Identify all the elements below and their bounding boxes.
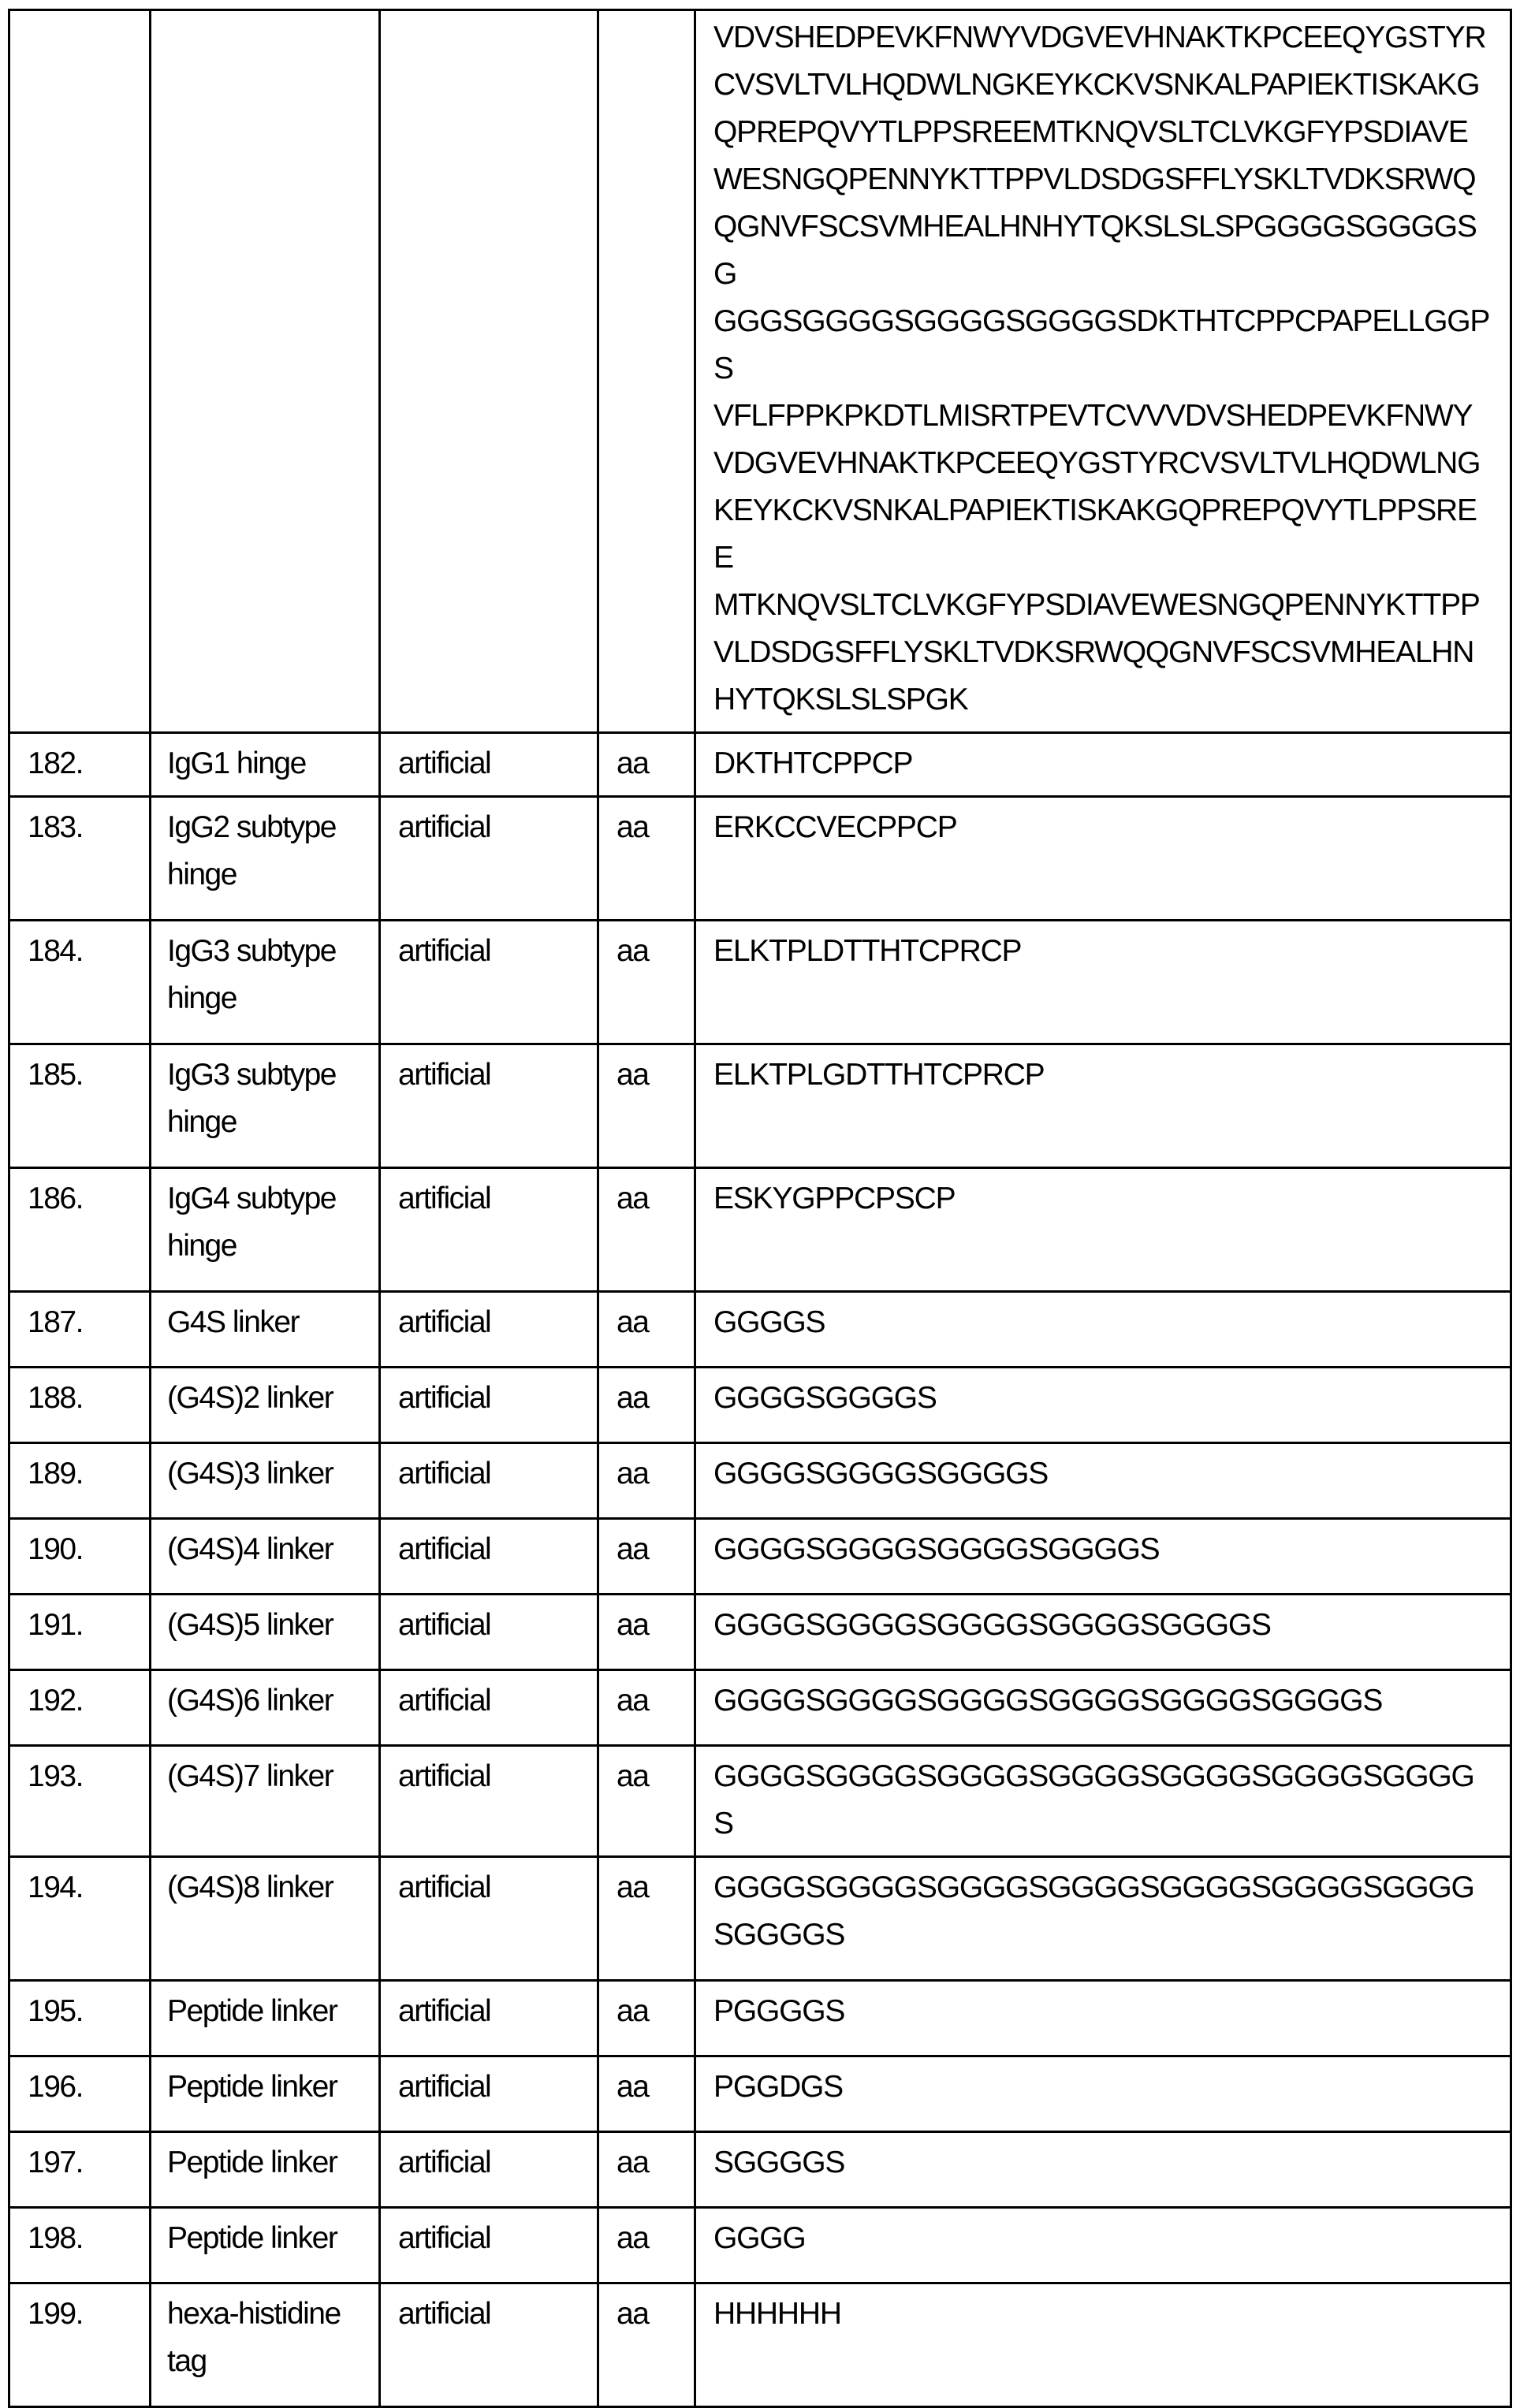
seq-id-cell: 198. — [9, 2208, 151, 2283]
table-row — [9, 1292, 1511, 1368]
seq-name-cell: (G4S)5 linker — [151, 1595, 380, 1670]
seq-type-cell: aa — [598, 2283, 695, 2407]
seq-name-cell: IgG3 subtype hinge — [151, 1044, 380, 1168]
organism-cell: artificial — [380, 1746, 598, 1857]
organism-cell: artificial — [380, 1168, 598, 1292]
organism-cell: artificial — [380, 2208, 598, 2283]
organism-cell: artificial — [380, 1292, 598, 1368]
sequence-line: QPREPQVYTLPPSREEMTKNQVSLTCLVKGFYPSDIAVE — [713, 115, 1468, 149]
sequence-cell: GGGGSGGGGSGGGGSGGGGS — [695, 1519, 1511, 1595]
seq-id-cell: 187. — [9, 1292, 151, 1368]
seq-id-cell: 192. — [9, 1670, 151, 1746]
table-row — [9, 1519, 1511, 1595]
seq-id-cell: 194. — [9, 1857, 151, 1981]
sequence-cell: PGGGGS — [695, 1981, 1511, 2056]
seq-name-cell: Peptide linker — [151, 2056, 380, 2132]
seq-name-cell — [151, 10, 380, 733]
table-row — [9, 1981, 1511, 2056]
sequence-line: VLDSDGSFFLYSKLTVDKSRWQQGNVFSCSVMHEALHN — [713, 635, 1474, 669]
seq-type-cell: aa — [598, 1857, 695, 1981]
table-row — [9, 2283, 1511, 2407]
seq-name-cell: Peptide linker — [151, 2132, 380, 2208]
seq-type-cell: aa — [598, 797, 695, 921]
seq-name-cell: Peptide linker — [151, 1981, 380, 2056]
seq-id-cell: 191. — [9, 1595, 151, 1670]
seq-id-cell: 196. — [9, 2056, 151, 2132]
seq-type-cell: aa — [598, 1519, 695, 1595]
seq-type-cell: aa — [598, 1044, 695, 1168]
table-row — [9, 1368, 1511, 1443]
organism-cell: artificial — [380, 1670, 598, 1746]
table-row-continuation — [9, 10, 1511, 733]
table-row — [9, 2056, 1511, 2132]
organism-cell: artificial — [380, 1857, 598, 1981]
seq-type-cell: aa — [598, 2132, 695, 2208]
table-row — [9, 2208, 1511, 2283]
table-row — [9, 1168, 1511, 1292]
sequence-cell: GGGGSGGGGS — [695, 1368, 1511, 1443]
sequence-cell: GGGGSGGGGSGGGGS — [695, 1443, 1511, 1519]
seq-id-cell: 199. — [9, 2283, 151, 2407]
seq-type-cell: aa — [598, 1168, 695, 1292]
seq-id-cell: 195. — [9, 1981, 151, 2056]
seq-name-cell: IgG1 hinge — [151, 733, 380, 797]
table-row — [9, 1595, 1511, 1670]
sequence-line: VFLFPPKPKDTLMISRTPEVTCVVVDVSHEDPEVKFNWY — [713, 399, 1473, 433]
seq-id-cell: 182. — [9, 733, 151, 797]
seq-type-cell: aa — [598, 1368, 695, 1443]
table-row — [9, 733, 1511, 797]
seq-name-cell: G4S linker — [151, 1292, 380, 1368]
seq-name-cell: Peptide linker — [151, 2208, 380, 2283]
seq-type-cell: aa — [598, 1981, 695, 2056]
seq-type-cell: aa — [598, 2208, 695, 2283]
sequence-line: HYTQKSLSLSPGK — [713, 683, 968, 716]
table-row — [9, 1670, 1511, 1746]
sequence-cell: HHHHHH — [695, 2283, 1511, 2407]
sequence-cell: GGGGSGGGGSGGGGSGGGGSGGGGS — [695, 1595, 1511, 1670]
seq-type-cell: aa — [598, 733, 695, 797]
table-row — [9, 797, 1511, 921]
sequence-listing-table — [8, 9, 1512, 2408]
organism-cell: artificial — [380, 1044, 598, 1168]
seq-name-cell: (G4S)6 linker — [151, 1670, 380, 1746]
organism-cell: artificial — [380, 1443, 598, 1519]
organism-cell: artificial — [380, 797, 598, 921]
seq-name-cell: hexa-histidine tag — [151, 2283, 380, 2407]
sequence-cell: GGGGS — [695, 1292, 1511, 1368]
sequence-line: WESNGQPENNYKTTPPVLDSDGSFFLYSKLTVDKSRWQ — [713, 162, 1476, 196]
seq-id-cell: 190. — [9, 1519, 151, 1595]
seq-name-cell: (G4S)4 linker — [151, 1519, 380, 1595]
sequence-cell: ESKYGPPCPSCP — [695, 1168, 1511, 1292]
organism-cell: artificial — [380, 1981, 598, 2056]
table-row — [9, 2132, 1511, 2208]
seq-id-cell: 185. — [9, 1044, 151, 1168]
sequence-line: QGNVFSCSVMHEALHNHYTQKSLSLSPGGGGSGGGGSG — [713, 210, 1477, 291]
seq-name-cell: (G4S)8 linker — [151, 1857, 380, 1981]
organism-cell: artificial — [380, 2283, 598, 2407]
sequence-cell: DKTHTCPPCP — [695, 733, 1511, 797]
organism-cell: artificial — [380, 1368, 598, 1443]
organism-cell: artificial — [380, 921, 598, 1044]
organism-cell: artificial — [380, 1519, 598, 1595]
seq-type-cell: aa — [598, 2056, 695, 2132]
organism-cell: artificial — [380, 733, 598, 797]
seq-type-cell: aa — [598, 1292, 695, 1368]
sequence-line: GGGSGGGGSGGGGSGGGGSDKTHTCPPCPAPELLGGPS — [713, 304, 1490, 385]
seq-name-cell: IgG3 subtype hinge — [151, 921, 380, 1044]
sequence-cell: GGGGSGGGGSGGGGSGGGGSGGGGSGGGGSGGGGSGGGGS — [695, 1857, 1511, 1981]
sequence-cell: GGGGSGGGGSGGGGSGGGGSGGGGSGGGGSGGGGS — [695, 1746, 1511, 1857]
seq-id-cell: 189. — [9, 1443, 151, 1519]
sequence-line: VDGVEVHNAKTKPCEEQYGSTYRCVSVLTVLHQDWLNG — [713, 446, 1481, 480]
seq-type-cell: aa — [598, 1670, 695, 1746]
sequence-line: KEYKCKVSNKALPAPIEKTISKAKGQPREPQVYTLPPSREE — [713, 493, 1477, 575]
table-row — [9, 1857, 1511, 1981]
table-row — [9, 1443, 1511, 1519]
seq-id-cell: 197. — [9, 2132, 151, 2208]
seq-id-cell — [9, 10, 151, 733]
sequence-cell: PGGDGS — [695, 2056, 1511, 2132]
sequence-cell: ERKCCVECPPCP — [695, 797, 1511, 921]
seq-name-cell: (G4S)3 linker — [151, 1443, 380, 1519]
seq-type-cell — [598, 10, 695, 733]
sequence-cell: GGGGSGGGGSGGGGSGGGGSGGGGSGGGGS — [695, 1670, 1511, 1746]
sequence-cell: ELKTPLGDTTHTCPRCP — [695, 1044, 1511, 1168]
sequence-cell: ELKTPLDTTHTCPRCP — [695, 921, 1511, 1044]
seq-name-cell: (G4S)7 linker — [151, 1746, 380, 1857]
seq-id-cell: 186. — [9, 1168, 151, 1292]
table-row — [9, 1746, 1511, 1857]
seq-id-cell: 193. — [9, 1746, 151, 1857]
seq-type-cell: aa — [598, 1595, 695, 1670]
seq-id-cell: 184. — [9, 921, 151, 1044]
sequence-line: VDVSHEDPEVKFNWYVDGVEVHNAKTKPCEEQYGSTYR — [713, 20, 1486, 54]
seq-id-cell: 188. — [9, 1368, 151, 1443]
sequence-line: CVSVLTVLHQDWLNGKEYKCKVSNKALPAPIEKTISKAKG — [713, 68, 1480, 102]
sequence-cell: GGGG — [695, 2208, 1511, 2283]
organism-cell — [380, 10, 598, 733]
organism-cell: artificial — [380, 2056, 598, 2132]
seq-name-cell: IgG4 subtype hinge — [151, 1168, 380, 1292]
organism-cell: artificial — [380, 2132, 598, 2208]
table-row — [9, 921, 1511, 1044]
seq-type-cell: aa — [598, 1443, 695, 1519]
sequence-cell — [695, 10, 1511, 733]
seq-name-cell: (G4S)2 linker — [151, 1368, 380, 1443]
seq-type-cell: aa — [598, 921, 695, 1044]
sequence-line: MTKNQVSLTCLVKGFYPSDIAVEWESNGQPENNYKTTPP — [713, 588, 1480, 622]
seq-name-cell: IgG2 subtype hinge — [151, 797, 380, 921]
table-row — [9, 1044, 1511, 1168]
organism-cell: artificial — [380, 1595, 598, 1670]
sequence-cell: SGGGGS — [695, 2132, 1511, 2208]
seq-type-cell: aa — [598, 1746, 695, 1857]
seq-id-cell: 183. — [9, 797, 151, 921]
